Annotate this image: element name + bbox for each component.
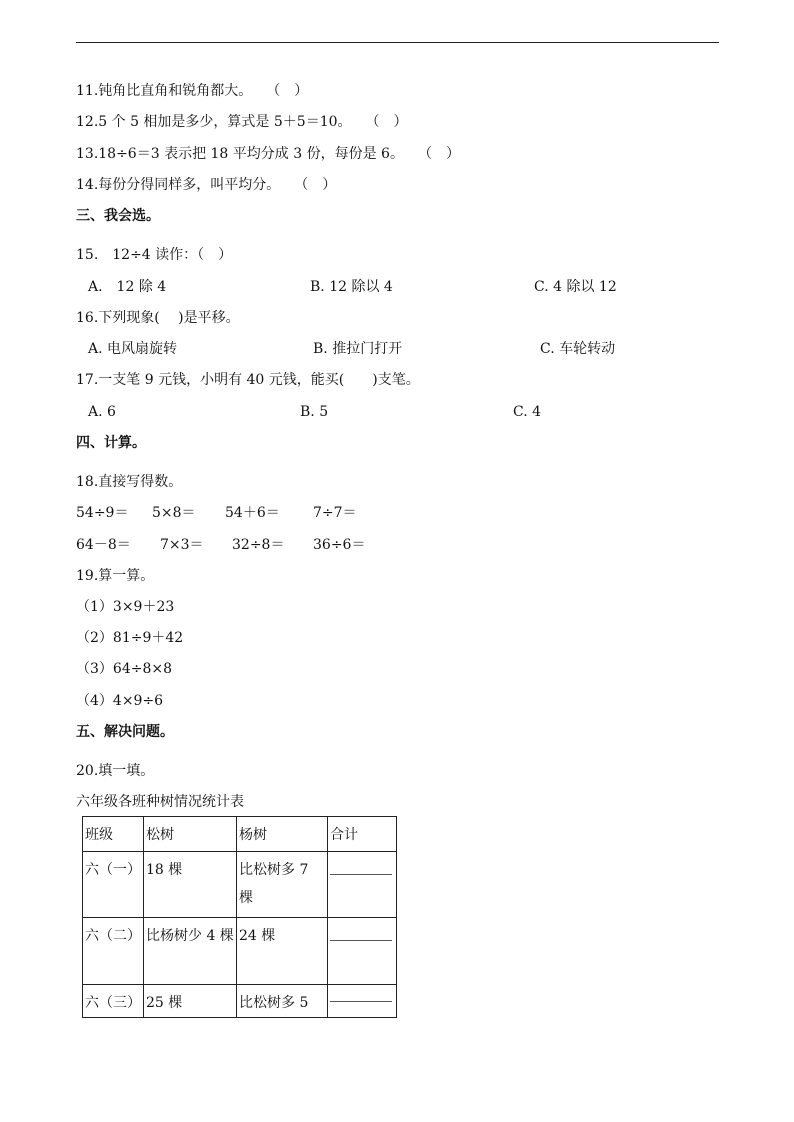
- q15-option-b: B. 12 除以 4: [310, 279, 393, 295]
- calc-step-1: （1）3×9＋23: [76, 599, 175, 615]
- section-heading-5: 五、解决问题。: [76, 724, 174, 740]
- calc-item: 36÷6＝: [313, 537, 366, 553]
- calc-item: 54÷9＝: [76, 505, 129, 521]
- table-row: [83, 852, 397, 918]
- calc-item: 7×3＝: [160, 537, 204, 553]
- pine-cell: 18 棵: [144, 852, 237, 918]
- total-cell: [328, 918, 397, 985]
- q16-option-c: C. 车轮转动: [540, 341, 616, 357]
- table-header-row: [83, 817, 397, 852]
- answer-blank[interactable]: [330, 1001, 392, 1002]
- class-cell: 六（三）: [83, 985, 144, 1018]
- total-cell: [328, 985, 397, 1018]
- q15-option-a: A. 12 除 4: [88, 279, 167, 295]
- table-row: [83, 918, 397, 985]
- q15-option-c: C. 4 除以 12: [534, 279, 617, 295]
- table-title: 六年级各班种树情况统计表: [76, 794, 244, 810]
- header-cell: 松树: [144, 817, 237, 852]
- q17-option-c: C. 4: [513, 404, 542, 420]
- q16-option-b: B. 推拉门打开: [313, 341, 403, 357]
- q16-option-a: A. 电风扇旋转: [88, 341, 178, 357]
- class-cell: 六（二）: [83, 918, 144, 985]
- calc-step-4: （4）4×9÷6: [76, 693, 164, 709]
- section-heading-3: 三、我会选。: [76, 208, 160, 224]
- question-14: 14.每份分得同样多，叫平均分。 （ ）: [76, 177, 337, 193]
- question-20-stem: 20.填一填。: [76, 763, 155, 779]
- total-cell: [328, 852, 397, 918]
- calc-step-3: （3）64÷8×8: [76, 661, 172, 677]
- q17-option-a: A. 6: [88, 404, 116, 420]
- poplar-cell: 24 棵: [237, 918, 328, 985]
- calc-item: 54＋6＝: [225, 505, 280, 521]
- tree-planting-table: [82, 816, 397, 1018]
- answer-blank[interactable]: [330, 940, 392, 941]
- calc-step-2: （2）81÷9＋42: [76, 630, 184, 646]
- question-17-stem: 17.一支笔 9 元钱，小明有 40 元钱，能买( )支笔。: [76, 372, 420, 388]
- header-rule: [76, 42, 719, 43]
- question-13: 13.18÷6＝3 表示把 18 平均分成 3 份，每份是 6。 （ ）: [76, 146, 460, 162]
- poplar-cell: 比松树多 7 棵: [237, 852, 328, 918]
- header-cell: 合计: [328, 817, 397, 852]
- question-18-stem: 18.直接写得数。: [76, 474, 183, 490]
- question-12: 12.5 个 5 相加是多少，算式是 5＋5＝10。 （ ）: [76, 114, 408, 130]
- q17-option-b: B. 5: [300, 404, 329, 420]
- pine-cell: 比杨树少 4 棵: [144, 918, 237, 985]
- calc-item: 5×8＝: [152, 505, 196, 521]
- question-15-stem: 15. 12÷4 读作：（ ）: [76, 247, 233, 263]
- calc-item: 32÷8＝: [232, 537, 285, 553]
- table-row: [83, 985, 397, 1018]
- calc-item: 7÷7＝: [313, 505, 357, 521]
- class-cell: 六（一）: [83, 852, 144, 918]
- header-cell: 班级: [83, 817, 144, 852]
- pine-cell: 25 棵: [144, 985, 237, 1018]
- section-heading-4: 四、计算。: [76, 435, 146, 451]
- question-19-stem: 19.算一算。: [76, 568, 155, 584]
- poplar-cell: 比松树多 5: [237, 985, 328, 1018]
- answer-blank[interactable]: [330, 874, 392, 875]
- question-16-stem: 16.下列现象( )是平移。: [76, 310, 240, 326]
- question-11: 11.钝角比直角和锐角都大。 （ ）: [76, 83, 309, 99]
- calc-item: 64－8＝: [76, 537, 131, 553]
- header-cell: 杨树: [237, 817, 328, 852]
